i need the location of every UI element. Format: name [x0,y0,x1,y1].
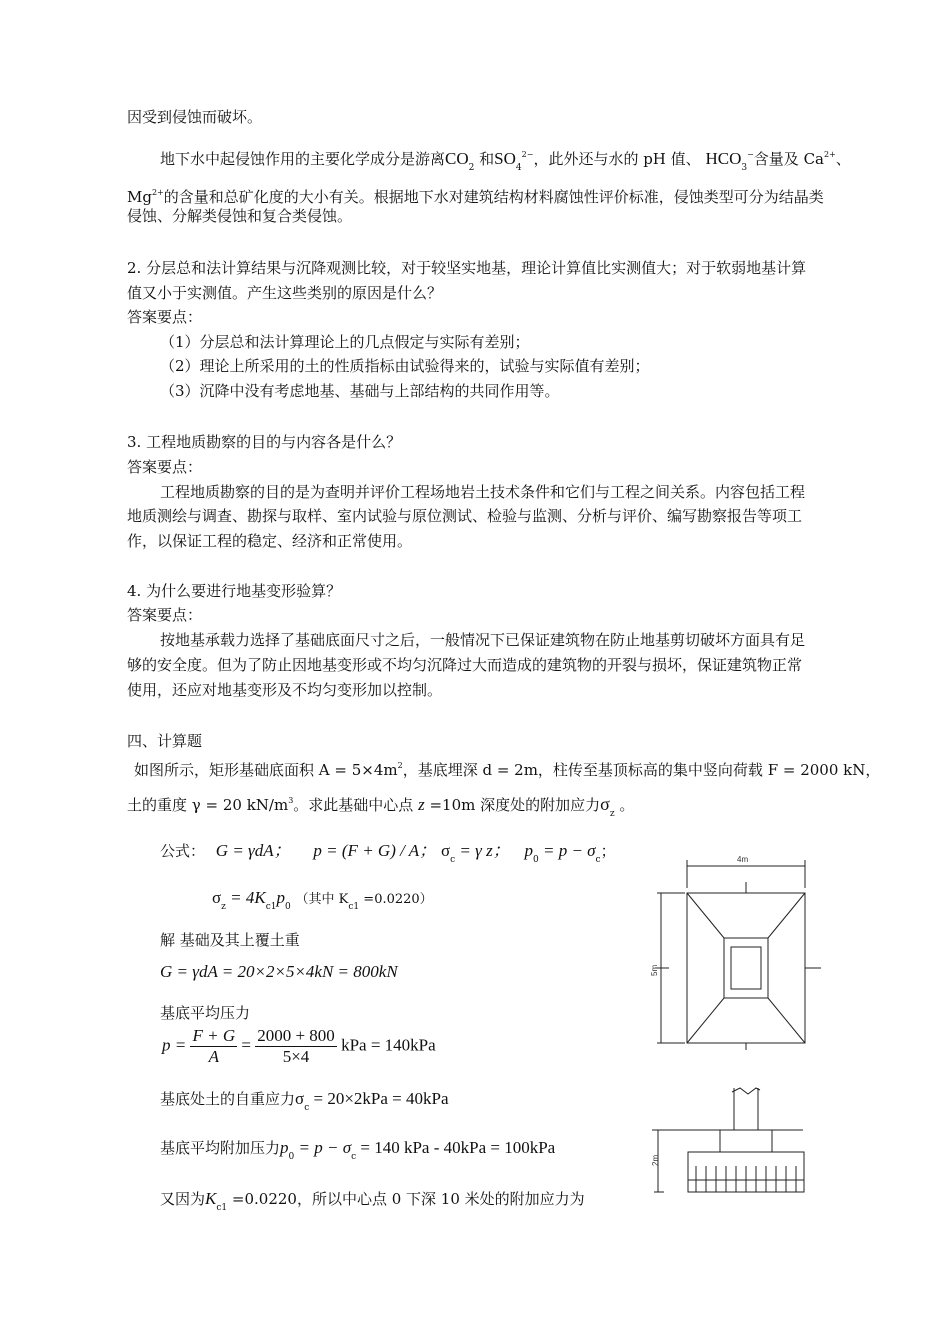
question-4-answer-line1: 按地基承载力选择了基础底面尺寸之后，一般情况下已保证建筑物在防止地基剪切破坏方面具有足 [160,631,806,649]
question-4-line1: 4. 为什么要进行地基变形验算？ [127,582,342,600]
question-3-line1: 3. 工程地质勘察的目的与内容各是什么？ [127,433,402,451]
question-2-answer-1: （1）分层总和法计算理论上的几点假定与实际有差别； [160,333,530,351]
problem-statement-line2: 土的重度 γ = 20 $kN/m^3$。求此基础中心点 z =10m 深度处的附加应力$\sigma_z$ 。 [127,794,635,819]
foundation-plan-figure [645,850,825,1050]
question-2-answer-label: 答案要点： [127,308,203,326]
question-2-answer-3: （3）沉降中没有考虑地基、基础与上部结构的共同作用等。 [160,382,560,400]
question-4-answer-line2: 够的安全度。但为了防止因地基变形或不均匀沉降过大而造成的建筑物的开裂与损坏，保证建筑物正常 [127,656,803,674]
groundwater-paragraph-line2: $Mg^{2+}$的含量和总矿化度的大小有关。根据地下水对建筑结构材料腐蚀性评价标准，侵蚀类型可分为结晶类 [127,188,824,206]
question-3-answer-line3: 作，以保证工程的稳定、经济和正常使用。 [127,532,413,550]
problem-statement-line1: 如图所示，矩形基础底面积 $A = 5\times 4m^2$，基底埋深 d = 2m，柱传至基顶标高的集中竖向荷载 F = 2000 kN， [134,761,881,779]
question-3-answer-line1: 工程地质勘察的目的是为查明并评价工程场地岩土技术条件和它们与工程之间关系。内容包括工程 [160,483,806,501]
additional-pressure-line: 基底平均附加压力$p_0 = p - \sigma_c = 140$ kPa - 40kPa = 100kPa [160,1138,556,1162]
question-3-answer-label: 答案要点： [127,458,203,476]
footing-outline [687,893,805,1043]
pressure-arrows [696,1166,796,1192]
groundwater-paragraph-line1: 地下水中起侵蚀作用的主要化学成分是游离$CO_2$ 和$SO_4^{2-}$，此外还与水的 pH 值、 $HCO_3^-$含量及 $Ca^{2+}$、 [160,149,851,173]
question-2-answer-2: （2）理论上所采用的土的性质指标由试验得来的，试验与实际值有差别； [160,357,650,375]
formula-line1: 公式： G = γdA； p = (F + G) / A； $\sigma_c = \gamma$ z； $p_0 = p - \sigma_c$； [160,841,616,865]
question-4-answer-line3: 使用，还应对地基变形及不均匀变形加以控制。 [127,681,443,699]
formula-line2: $\sigma_z = 4K_{c1}p_0$ （其中 $K_{c1} =0.0220$） [212,888,433,912]
question-4-answer-label: 答案要点： [127,606,203,624]
question-3-answer-line2: 地质测绘与调查、勘探与取样、室内试验与原位测试、检验与监测、分析与评价、编写勘察报告等项工 [127,507,803,525]
paragraph-continuation: 因受到侵蚀而破坏。 [127,108,263,126]
self-weight-stress-line: 基底处土的自重应力$\sigma_c = 20\times 2kPa = 40kPa$ [160,1089,449,1113]
length-dimension-label: 5m [650,964,659,976]
solution-intro: 解 基础及其上覆土重 [160,931,300,949]
foundation-section-figure [648,1080,808,1200]
groundwater-paragraph-line3: 侵蚀、分解类侵蚀和复合类侵蚀。 [127,207,353,225]
depth-dimension-label: 2m [651,1154,660,1166]
section-heading-calculation: 四、计算题 [127,732,203,750]
width-dimension-label: 4m [737,855,749,864]
final-line: 又因为$K_{c1} =0.0220$，所以中心点 0 下深 10 米处的附加应力为 [160,1189,585,1213]
question-2-line2: 值又小于实测值。产生这些类别的原因是什么？ [127,284,443,302]
question-2-line1: 2. 分层总和法计算结果与沉降观测比较，对于较坚实地基，理论计算值比实测值大；对于软弱地基计算 [127,259,807,277]
weight-equation: G = γdA = 20×2×5×4kN = 800kN [160,962,398,981]
column-inner [731,947,761,989]
average-pressure-label: 基底平均压力 [160,1004,251,1022]
pressure-equation: p = $\frac{F + G}{A}$ = $\frac{2000 + 800}{5\times 4}$ kPa = 140kPa [162,1026,436,1066]
